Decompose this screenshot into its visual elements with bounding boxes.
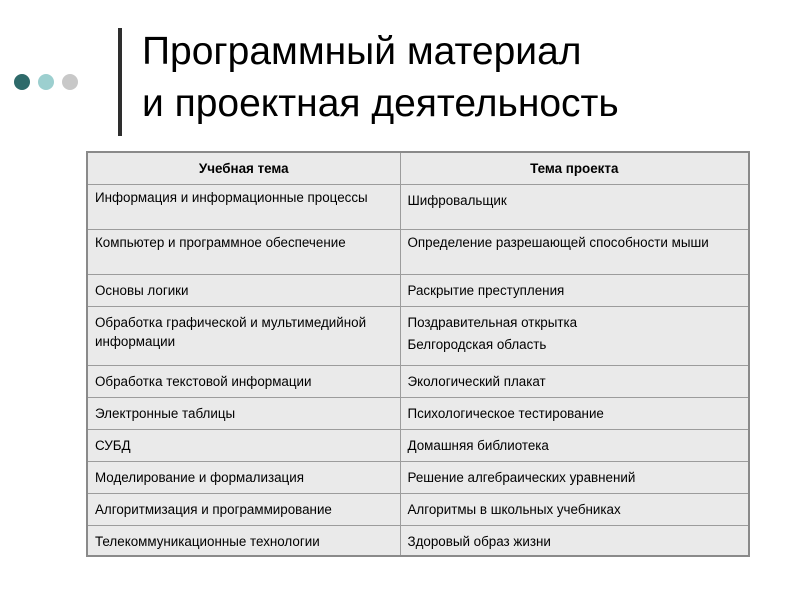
table-row: [87, 429, 749, 461]
project-name: Определение разрешающей способности мыши: [407, 234, 709, 250]
title-divider-bar: [118, 28, 122, 136]
project-name: Шифровальщик: [407, 192, 507, 208]
curriculum-project-table: [86, 151, 750, 557]
column-header-project: Тема проекта: [400, 152, 749, 184]
topic-cell: Основы логики: [87, 274, 400, 306]
slide-title-line-2: и проектная деятельность: [142, 82, 619, 125]
slide-title-line-1: Программный материал: [142, 30, 582, 73]
project-name: Здоровый образ жизни: [407, 533, 551, 549]
project-cell: [400, 429, 749, 461]
table-row: [87, 397, 749, 429]
project-name: Психологическое тестирование: [407, 405, 604, 421]
topic-cell: Компьютер и программное обеспечение: [87, 229, 400, 274]
project-name: Раскрытие преступления: [407, 282, 565, 298]
topic-cell: Информация и информационные процессы: [87, 184, 400, 229]
dot-light-teal: [38, 74, 54, 90]
topic-cell: СУБД: [87, 429, 400, 461]
project-name: Поздравительная открытка: [407, 314, 578, 330]
table-row: [87, 525, 749, 556]
project-cell: [400, 365, 749, 397]
table-row: [87, 229, 749, 274]
project-cell: [400, 525, 749, 556]
decorative-dots: [14, 74, 78, 90]
topic-cell: Моделирование и формализация: [87, 461, 400, 493]
curriculum-table-container: [86, 151, 748, 557]
topic-cell: Алгоритмизация и программирование: [87, 493, 400, 525]
project-cell: [400, 397, 749, 429]
topic-cell: Телекоммуникационные технологии: [87, 525, 400, 556]
dot-dark-teal: [14, 74, 30, 90]
table-row: [87, 493, 749, 525]
table-header-row: [87, 152, 749, 184]
project-cell: [400, 461, 749, 493]
table-row: [87, 306, 749, 365]
project-name: Алгоритмы в школьных учебниках: [407, 501, 621, 517]
project-name: Белгородская область: [407, 336, 547, 352]
project-cell: [400, 184, 749, 229]
table-row: [87, 274, 749, 306]
project-name: Домашняя библиотека: [407, 437, 549, 453]
table-row: [87, 461, 749, 493]
column-header-topic: Учебная тема: [87, 152, 400, 184]
project-name: Экологический плакат: [407, 373, 546, 389]
project-cell: [400, 306, 749, 365]
table-row: [87, 184, 749, 229]
topic-cell: Обработка графической и мультимедийной информации: [87, 306, 400, 365]
project-cell: [400, 274, 749, 306]
project-cell: [400, 493, 749, 525]
table-row: [87, 365, 749, 397]
project-name: Решение алгебраических уравнений: [407, 469, 636, 485]
topic-cell: Электронные таблицы: [87, 397, 400, 429]
dot-gray: [62, 74, 78, 90]
project-cell: [400, 229, 749, 274]
topic-cell: Обработка текстовой информации: [87, 365, 400, 397]
slide-title: [142, 26, 619, 130]
